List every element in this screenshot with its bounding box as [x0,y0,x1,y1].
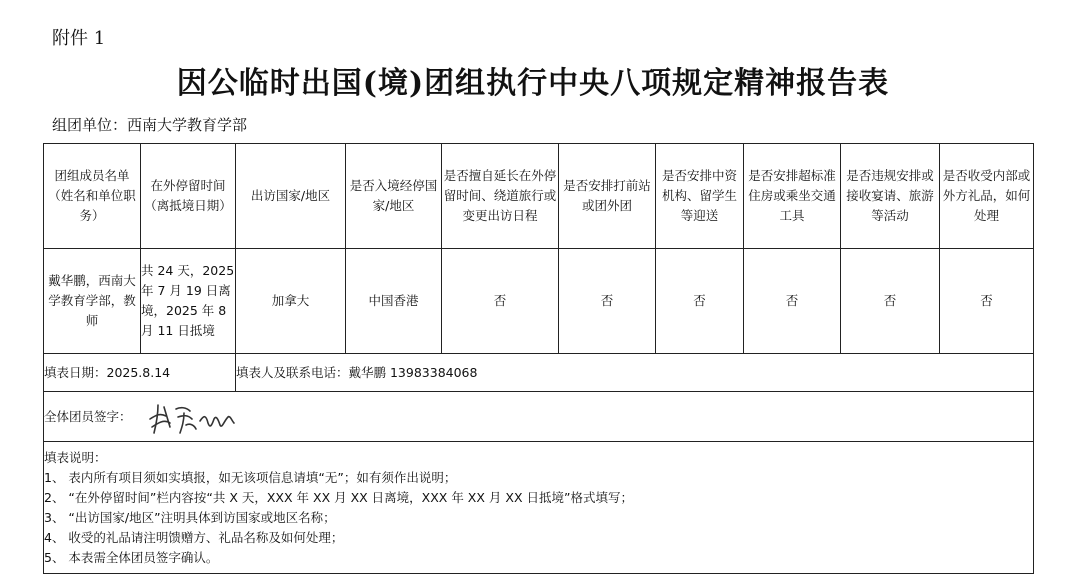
header-cell-advance-team: 是否安排打前站或团外团 [559,144,656,249]
cell-lodging: 否 [744,249,841,354]
filler-contact: 填表人及联系电话：戴华鹏 13983384068 [236,354,1034,392]
page-title: 因公临时出国(境)团组执行中央八项规定精神报告表 [176,66,890,101]
note-item: 2、 “在外停留时间”栏内容按“共 X 天，XXX 年 XX 月 XX 日离境，XXX 年 XX 月 XX 日抵境”格式填写； [44,489,633,505]
fill-date: 填表日期：2025.8.14 [44,354,236,392]
header-cell-extension: 是否擅自延长在外停留时间、绕道旅行或变更出访日程 [442,144,559,249]
header-cell-gifts: 是否收受内部或外方礼品，如何处理 [940,144,1034,249]
note-item: 1、 表内所有项目须如实填报，如无该项信息请填“无”；如有须作出说明； [44,469,457,485]
cell-reception: 否 [656,249,744,354]
cell-gifts: 否 [940,249,1034,354]
note-item: 5、 本表需全体团员签字确认。 [44,549,219,565]
table-row [44,249,1034,354]
header-cell-countries: 出访国家/地区 [236,144,346,249]
signature-row [44,392,1034,442]
cell-extension: 否 [442,249,559,354]
header-cell-lodging: 是否安排超标准住房或乘坐交通工具 [744,144,841,249]
report-table [43,143,1034,574]
note-item: 4、 收受的礼品请注明馈赠方、礼品名称及如何处理； [44,529,344,545]
cell-countries: 加拿大 [236,249,346,354]
header-cell-transit: 是否入境经停国家/地区 [346,144,442,249]
handwritten-signature [146,397,238,437]
cell-stay-time: 共 24 天，2025 年 7 月 19 日离境，2025 年 8 月 11 日抵境 [141,249,236,354]
attachment-label: 附件 1 [52,28,106,49]
notes-title: 填表说明： [44,449,107,465]
fill-info-row [44,354,1034,392]
header-cell-stay-time: 在外停留时间（离抵境日期） [141,144,236,249]
organizing-unit: 组团单位：西南大学教育学部 [52,116,248,134]
header-row [44,144,1034,249]
cell-advance-team: 否 [559,249,656,354]
note-item: 3、 “出访国家/地区”注明具体到访国家或地区名称； [44,509,336,525]
notes-row [44,442,1034,574]
cell-member: 戴华鹏，西南大学教育学部，教师 [44,249,141,354]
cell-banquet: 否 [841,249,940,354]
header-cell-members: 团组成员名单（姓名和单位职务） [44,144,141,249]
cell-transit: 中国香港 [346,249,442,354]
header-cell-banquet: 是否违规安排或接收宴请、旅游等活动 [841,144,940,249]
signature-cell [44,392,1034,442]
header-cell-reception: 是否安排中资机构、留学生等迎送 [656,144,744,249]
signature-label: 全体团员签字： [44,408,132,424]
notes-cell [44,442,1034,574]
